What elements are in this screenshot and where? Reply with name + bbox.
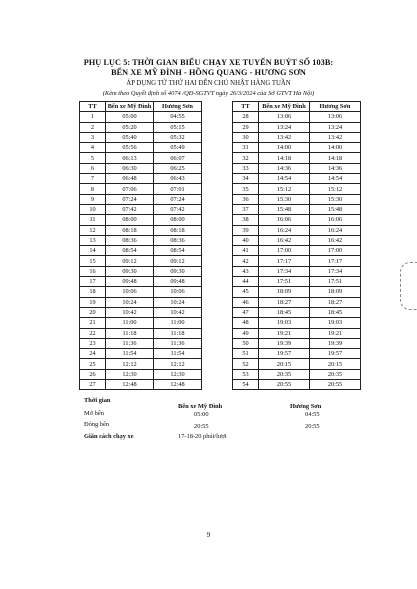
cell-huong-son-time: 12:48 <box>154 380 202 390</box>
cell-huong-son-time: 15:12 <box>310 184 361 194</box>
cell-huong-son-time: 07:24 <box>154 194 202 204</box>
cell-my-dinh-time: 12:48 <box>106 380 154 390</box>
cell-my-dinh-time: 08:36 <box>106 235 154 245</box>
cell-my-dinh-time: 14:18 <box>259 153 310 163</box>
cell-huong-son-time: 17:51 <box>310 277 361 287</box>
cell-my-dinh-time: 10:42 <box>106 307 154 317</box>
cell-my-dinh-time: 10:06 <box>106 287 154 297</box>
cell-my-dinh-time: 15:12 <box>259 184 310 194</box>
cell-my-dinh-time: 16:06 <box>259 215 310 225</box>
cell-my-dinh-time: 07:06 <box>106 184 154 194</box>
cell-tt: 22 <box>80 328 106 338</box>
cell-tt: 26 <box>80 369 106 379</box>
cell-tt: 33 <box>233 163 259 173</box>
cell-huong-son-time: 07:42 <box>154 204 202 214</box>
cell-huong-son-time: 08:18 <box>154 225 202 235</box>
summary-open-my-dinh: 05:00 <box>194 411 209 418</box>
table-row <box>233 349 361 359</box>
cell-tt: 38 <box>233 215 259 225</box>
cell-huong-son-time: 09:30 <box>154 266 202 276</box>
cell-my-dinh-time: 05:20 <box>106 122 154 132</box>
table-row <box>80 256 202 266</box>
table-row <box>80 318 202 328</box>
cell-my-dinh-time: 06:13 <box>106 153 154 163</box>
cell-my-dinh-time: 15:48 <box>259 204 310 214</box>
cell-my-dinh-time: 13:24 <box>259 122 310 132</box>
cell-tt: 31 <box>233 143 259 153</box>
cell-huong-son-time: 09:12 <box>154 256 202 266</box>
cell-tt: 36 <box>233 194 259 204</box>
cell-my-dinh-time: 09:30 <box>106 266 154 276</box>
cell-tt: 30 <box>233 132 259 142</box>
table-row <box>233 318 361 328</box>
cell-tt: 37 <box>233 204 259 214</box>
decision-note: (Kèm theo Quyết định số 4074 /QĐ-SGTVT ngày 26/3/2024 của Sở GTVT Hà Nội) <box>102 90 315 97</box>
cell-my-dinh-time: 17:34 <box>259 266 310 276</box>
table-row <box>233 215 361 225</box>
table-row <box>233 307 361 317</box>
table-row <box>80 174 202 184</box>
page-number: 9 <box>206 531 211 539</box>
cell-tt: 5 <box>80 153 106 163</box>
cell-huong-son-time: 18:27 <box>310 297 361 307</box>
summary-col-my-dinh: Bến xe Mỹ Đình <box>178 403 223 410</box>
cell-huong-son-time: 14:18 <box>310 153 361 163</box>
table-row <box>233 225 361 235</box>
table-row <box>233 338 361 348</box>
cell-tt: 40 <box>233 235 259 245</box>
summary-close-my-dinh: 20:55 <box>194 423 209 430</box>
cell-tt: 48 <box>233 318 259 328</box>
table-row <box>233 204 361 214</box>
cell-huong-son-time: 10:42 <box>154 307 202 317</box>
cell-my-dinh-time: 19:03 <box>259 318 310 328</box>
summary-label-interval: Giãn cách chạy xe <box>84 433 134 440</box>
cell-tt: 25 <box>80 359 106 369</box>
table-row <box>80 163 202 173</box>
cell-huong-son-time: 16:24 <box>310 225 361 235</box>
table-row <box>80 215 202 225</box>
col-header-tt: TT <box>233 102 259 112</box>
cell-tt: 21 <box>80 318 106 328</box>
cell-tt: 24 <box>80 349 106 359</box>
cell-my-dinh-time: 09:48 <box>106 277 154 287</box>
table-row <box>233 256 361 266</box>
table-row <box>233 380 361 390</box>
cell-tt: 23 <box>80 338 106 348</box>
cell-tt: 46 <box>233 297 259 307</box>
cell-my-dinh-time: 11:54 <box>106 349 154 359</box>
table-row <box>233 194 361 204</box>
cell-my-dinh-time: 18:45 <box>259 307 310 317</box>
table-header-row <box>80 102 202 112</box>
table-row <box>80 349 202 359</box>
table-row <box>80 266 202 276</box>
cell-tt: 45 <box>233 287 259 297</box>
cell-tt: 50 <box>233 338 259 348</box>
cell-tt: 14 <box>80 246 106 256</box>
cell-huong-son-time: 05:32 <box>154 132 202 142</box>
summary-label-time: Thời gian <box>84 397 111 404</box>
cell-my-dinh-time: 07:24 <box>106 194 154 204</box>
cell-tt: 1 <box>80 112 106 122</box>
cell-my-dinh-time: 05:00 <box>106 112 154 122</box>
cell-tt: 34 <box>233 174 259 184</box>
table-header-row <box>233 102 361 112</box>
summary-label-close: Đóng bến <box>84 421 110 428</box>
cell-my-dinh-time: 13:42 <box>259 132 310 142</box>
cell-my-dinh-time: 06:48 <box>106 174 154 184</box>
table-row <box>233 277 361 287</box>
cell-tt: 32 <box>233 153 259 163</box>
cell-huong-son-time: 06:43 <box>154 174 202 184</box>
cell-huong-son-time: 19:03 <box>310 318 361 328</box>
cell-tt: 52 <box>233 359 259 369</box>
cell-my-dinh-time: 20:35 <box>259 369 310 379</box>
cell-tt: 44 <box>233 277 259 287</box>
cell-tt: 10 <box>80 204 106 214</box>
table-row <box>80 235 202 245</box>
cell-my-dinh-time: 17:51 <box>259 277 310 287</box>
cell-tt: 11 <box>80 215 106 225</box>
cell-huong-son-time: 16:06 <box>310 215 361 225</box>
cell-tt: 39 <box>233 225 259 235</box>
col-header-my-dinh: Bến xe Mỹ Đình <box>106 102 154 112</box>
table-row <box>233 163 361 173</box>
cell-huong-son-time: 14:36 <box>310 163 361 173</box>
cell-huong-son-time: 06:25 <box>154 163 202 173</box>
table-row <box>233 132 361 142</box>
table-row <box>233 235 361 245</box>
table-row <box>80 153 202 163</box>
cell-my-dinh-time: 09:12 <box>106 256 154 266</box>
table-row <box>80 184 202 194</box>
cell-tt: 2 <box>80 122 106 132</box>
cell-tt: 7 <box>80 174 106 184</box>
cell-my-dinh-time: 16:24 <box>259 225 310 235</box>
cell-tt: 15 <box>80 256 106 266</box>
table-row <box>233 143 361 153</box>
cell-huong-son-time: 04:55 <box>154 112 202 122</box>
table-row <box>233 266 361 276</box>
cell-tt: 51 <box>233 349 259 359</box>
cell-my-dinh-time: 13:06 <box>259 112 310 122</box>
cell-huong-son-time: 17:17 <box>310 256 361 266</box>
cell-tt: 3 <box>80 132 106 142</box>
cell-huong-son-time: 06:07 <box>154 153 202 163</box>
cell-huong-son-time: 20:15 <box>310 359 361 369</box>
cell-huong-son-time: 11:00 <box>154 318 202 328</box>
cell-my-dinh-time: 20:15 <box>259 359 310 369</box>
cell-huong-son-time: 09:48 <box>154 277 202 287</box>
cell-my-dinh-time: 12:30 <box>106 369 154 379</box>
cell-tt: 54 <box>233 380 259 390</box>
cell-huong-son-time: 08:00 <box>154 215 202 225</box>
cell-my-dinh-time: 16:42 <box>259 235 310 245</box>
cell-my-dinh-time: 08:18 <box>106 225 154 235</box>
cell-my-dinh-time: 17:00 <box>259 246 310 256</box>
table-row <box>80 380 202 390</box>
table-row <box>233 287 361 297</box>
table-row <box>80 194 202 204</box>
cell-my-dinh-time: 15:30 <box>259 194 310 204</box>
table-row <box>233 246 361 256</box>
cell-tt: 43 <box>233 266 259 276</box>
table-row <box>80 277 202 287</box>
cell-huong-son-time: 13:24 <box>310 122 361 132</box>
cell-huong-son-time: 14:54 <box>310 174 361 184</box>
cell-huong-son-time: 20:35 <box>310 369 361 379</box>
cell-huong-son-time: 17:34 <box>310 266 361 276</box>
cell-huong-son-time: 19:57 <box>310 349 361 359</box>
cell-huong-son-time: 19:39 <box>310 338 361 348</box>
table-row <box>80 246 202 256</box>
cell-huong-son-time: 12:12 <box>154 359 202 369</box>
table-row <box>233 153 361 163</box>
cell-huong-son-time: 17:00 <box>310 246 361 256</box>
table-row <box>80 338 202 348</box>
route-title: BẾN XE MỸ ĐÌNH - HỒNG QUANG - HƯƠNG SƠN <box>111 68 306 77</box>
summary-open-huong-son: 04:55 <box>305 411 320 418</box>
table-row <box>80 297 202 307</box>
cell-tt: 35 <box>233 184 259 194</box>
cell-my-dinh-time: 08:00 <box>106 215 154 225</box>
cell-tt: 20 <box>80 307 106 317</box>
cell-huong-son-time: 08:54 <box>154 246 202 256</box>
cell-my-dinh-time: 08:54 <box>106 246 154 256</box>
col-header-tt: TT <box>80 102 106 112</box>
schedule-table-right <box>232 101 361 390</box>
cell-huong-son-time: 15:48 <box>310 204 361 214</box>
table-row <box>80 328 202 338</box>
cell-tt: 16 <box>80 266 106 276</box>
cell-huong-son-time: 19:21 <box>310 328 361 338</box>
table-row <box>80 287 202 297</box>
col-header-my-dinh: Bến xe Mỹ Đình <box>259 102 310 112</box>
cell-tt: 29 <box>233 122 259 132</box>
summary-col-huong-son: Hương Sơn <box>290 403 322 410</box>
cell-huong-son-time: 11:18 <box>154 328 202 338</box>
cell-my-dinh-time: 18:09 <box>259 287 310 297</box>
summary-interval: 17-18-20 phút/lượt <box>178 433 227 440</box>
cell-my-dinh-time: 06:30 <box>106 163 154 173</box>
cell-tt: 6 <box>80 163 106 173</box>
cell-my-dinh-time: 19:39 <box>259 338 310 348</box>
cell-huong-son-time: 13:06 <box>310 112 361 122</box>
col-header-huong-son: Hương Sơn <box>310 102 361 112</box>
table-row <box>80 369 202 379</box>
cell-tt: 28 <box>233 112 259 122</box>
cell-huong-son-time: 10:06 <box>154 287 202 297</box>
summary-label-open: Mở bến <box>84 410 104 417</box>
cell-tt: 12 <box>80 225 106 235</box>
cell-tt: 49 <box>233 328 259 338</box>
cell-huong-son-time: 18:09 <box>310 287 361 297</box>
appendix-title: PHỤ LỤC 5: THỜI GIAN BIỂU CHẠY XE TUYẾN BUÝT SỐ 103B: <box>83 58 334 67</box>
cell-huong-son-time: 14:00 <box>310 143 361 153</box>
cell-tt: 19 <box>80 297 106 307</box>
cell-tt: 4 <box>80 143 106 153</box>
table-row <box>80 225 202 235</box>
cell-tt: 13 <box>80 235 106 245</box>
cell-my-dinh-time: 17:17 <box>259 256 310 266</box>
cell-tt: 47 <box>233 307 259 317</box>
table-row <box>233 359 361 369</box>
table-row <box>233 174 361 184</box>
table-row <box>233 369 361 379</box>
binding-stamp-icon <box>400 262 417 310</box>
cell-my-dinh-time: 05:40 <box>106 132 154 142</box>
cell-huong-son-time: 11:54 <box>154 349 202 359</box>
cell-tt: 8 <box>80 184 106 194</box>
cell-my-dinh-time: 20:55 <box>259 380 310 390</box>
cell-tt: 17 <box>80 277 106 287</box>
cell-my-dinh-time: 19:21 <box>259 328 310 338</box>
table-row <box>233 184 361 194</box>
cell-my-dinh-time: 19:57 <box>259 349 310 359</box>
schedule-table-left <box>79 101 202 390</box>
col-header-huong-son: Hương Sơn <box>154 102 202 112</box>
cell-my-dinh-time: 18:27 <box>259 297 310 307</box>
table-row <box>80 132 202 142</box>
cell-huong-son-time: 05:15 <box>154 122 202 132</box>
summary-close-huong-son: 20:55 <box>305 423 320 430</box>
cell-my-dinh-time: 14:36 <box>259 163 310 173</box>
table-row <box>233 112 361 122</box>
cell-tt: 27 <box>80 380 106 390</box>
cell-huong-son-time: 15:30 <box>310 194 361 204</box>
cell-my-dinh-time: 07:42 <box>106 204 154 214</box>
cell-huong-son-time: 08:36 <box>154 235 202 245</box>
cell-huong-son-time: 13:42 <box>310 132 361 142</box>
cell-huong-son-time: 07:01 <box>154 184 202 194</box>
table-row <box>233 297 361 307</box>
table-row <box>80 359 202 369</box>
table-row <box>80 204 202 214</box>
table-row <box>80 112 202 122</box>
cell-tt: 53 <box>233 369 259 379</box>
cell-tt: 9 <box>80 194 106 204</box>
cell-my-dinh-time: 10:24 <box>106 297 154 307</box>
cell-tt: 41 <box>233 246 259 256</box>
cell-my-dinh-time: 14:00 <box>259 143 310 153</box>
cell-huong-son-time: 05:49 <box>154 143 202 153</box>
cell-huong-son-time: 20:55 <box>310 380 361 390</box>
cell-tt: 42 <box>233 256 259 266</box>
applicability-line: ÁP DỤNG TỪ THỨ HAI ĐẾN CHỦ NHẬT HÀNG TUẦN <box>126 80 291 87</box>
cell-huong-son-time: 11:36 <box>154 338 202 348</box>
cell-huong-son-time: 16:42 <box>310 235 361 245</box>
cell-tt: 18 <box>80 287 106 297</box>
table-row <box>80 307 202 317</box>
cell-my-dinh-time: 12:12 <box>106 359 154 369</box>
cell-huong-son-time: 10:24 <box>154 297 202 307</box>
table-row <box>233 122 361 132</box>
cell-my-dinh-time: 11:18 <box>106 328 154 338</box>
cell-huong-son-time: 12:30 <box>154 369 202 379</box>
cell-huong-son-time: 18:45 <box>310 307 361 317</box>
table-row <box>80 143 202 153</box>
table-row <box>233 328 361 338</box>
cell-my-dinh-time: 11:36 <box>106 338 154 348</box>
cell-my-dinh-time: 05:56 <box>106 143 154 153</box>
table-row <box>80 122 202 132</box>
cell-my-dinh-time: 11:00 <box>106 318 154 328</box>
cell-my-dinh-time: 14:54 <box>259 174 310 184</box>
